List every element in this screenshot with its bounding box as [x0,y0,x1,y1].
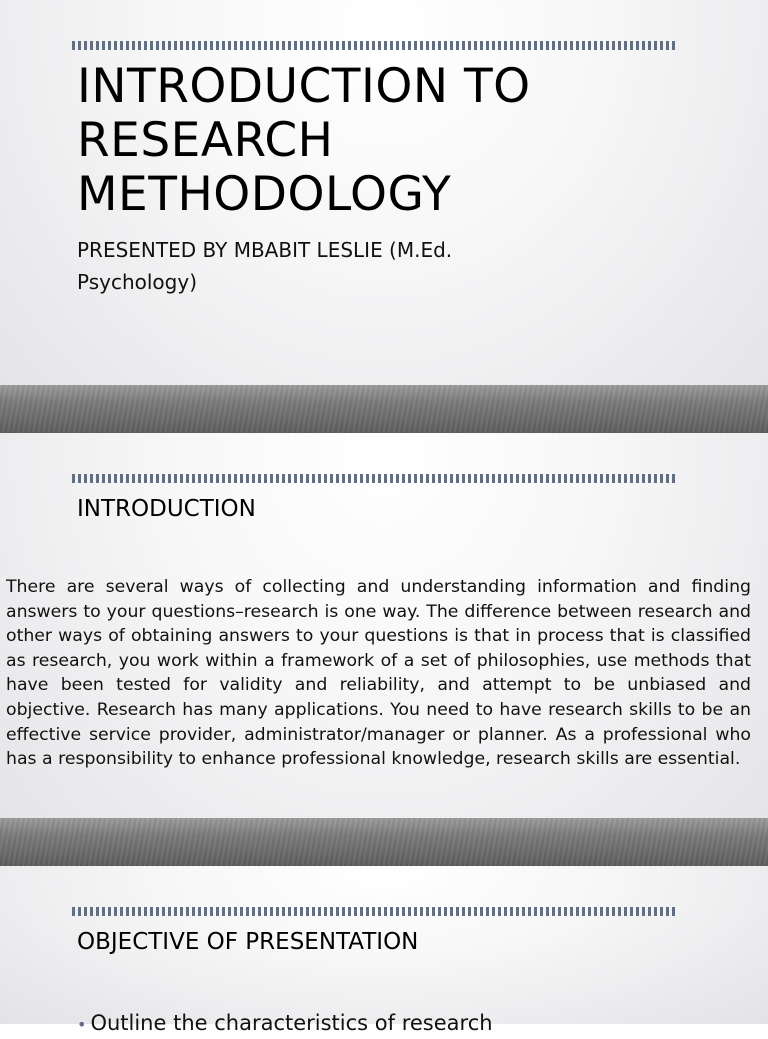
bullet-icon: • [77,1015,87,1034]
floor-band [0,385,768,433]
decorative-stripe [72,907,677,916]
slide-introduction [0,433,768,866]
floor-band [0,818,768,866]
decorative-stripe [72,41,677,50]
decorative-stripe [72,474,677,483]
bullet-text: Outline the characteristics of research [90,1011,493,1035]
objective-list [77,1009,493,1039]
list-item [77,1009,493,1039]
slide-subtitle: PRESENTED BY MBABIT LESLIE (M.Ed. Psychology) [77,238,453,294]
introduction-body: There are several ways of collecting and understanding information and finding answers to your questions–research is one way. The difference between research and other ways of obtaining answers to your questions is that in process that is classified as research, you work within a framework of a set of philosophies, use methods that have been tested for validity and reliability, and attempt to be unbiased and objective. Research has many applications. You need to have research skills to be an effective service provider, administrator/manager or planner. As a professional who has a responsibility to enhance professional knowledge, research skills are essential. [6,577,751,770]
slide-objective [0,866,768,1035]
slide-title-heading: INTRODUCTION TO RESEARCH METHODOLOGY [77,59,531,222]
slide-heading: INTRODUCTION [77,496,256,522]
slide-title [0,0,768,433]
slide-heading: OBJECTIVE OF PRESENTATION [77,929,419,955]
